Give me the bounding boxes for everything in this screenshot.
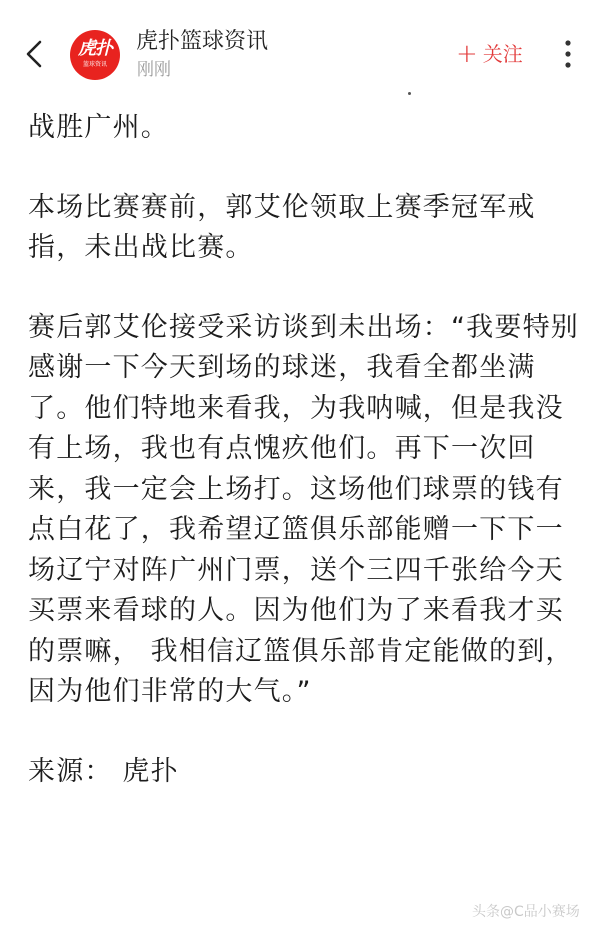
top-bar [0, 0, 600, 100]
follow-label: 关注 [482, 42, 523, 66]
article-body [28, 108, 584, 792]
more-options-button[interactable] [556, 36, 580, 72]
post-time: 刚刚 [137, 60, 171, 80]
avatar-logo-text: 虎扑 [78, 38, 112, 59]
author-name[interactable]: 虎扑篮球资讯 [136, 29, 269, 54]
article-paragraph: 战胜广州。 [28, 112, 169, 143]
back-button[interactable] [18, 36, 54, 72]
article-source: 来源： 虎扑 [28, 755, 179, 787]
follow-button[interactable] [456, 40, 523, 68]
avatar-logo-subtext: 篮球资讯 [82, 61, 107, 68]
vertical-dots-icon [556, 36, 580, 72]
chevron-left-icon [18, 36, 54, 72]
watermark: 头条@C品小赛场 [472, 904, 580, 920]
divider-dot [408, 92, 411, 95]
plus-icon: + [456, 39, 478, 69]
article-paragraph: 赛后郭艾伦接受采访谈到未出场：“我要特别感谢一下今天到场的球迷，我看全都坐满了。他们特地来看我，为我呐喊，但是我没有上场，我也有点愧疚他们。再下一次回来，我一定会上场打。这场他们球票的钱有点白花了，我希望辽篮俱乐部能赠一下下一场辽宁对阵广州门票，送个三四千张给今天买票来看球的人。因为他们为了来看我才买的票嘛， 我相信辽篮俱乐部肯定能做的到，因为他们非常的大气。” [28, 311, 579, 707]
article-paragraph: 本场比赛赛前，郭艾伦领取上赛季冠军戒指，未出战比赛。 [28, 191, 536, 263]
avatar[interactable] [70, 30, 120, 80]
